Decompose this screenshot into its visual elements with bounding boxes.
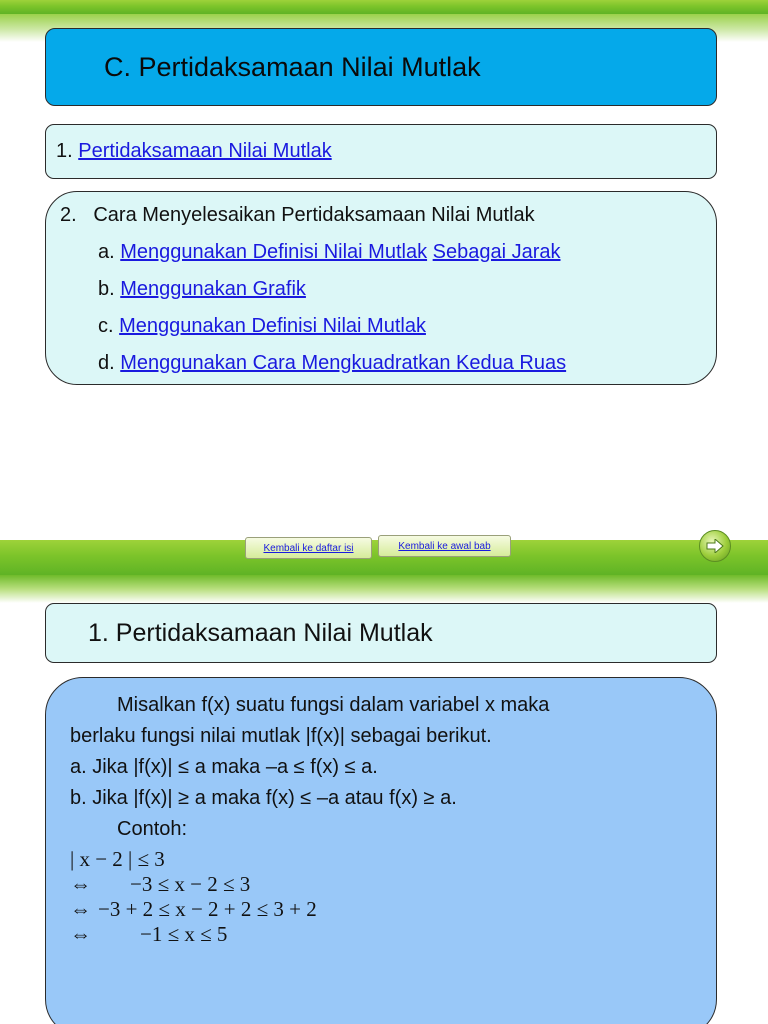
slide-title: C. Pertidaksamaan Nilai Mutlak xyxy=(104,51,481,82)
rule-b: b. Jika |f(x)| ≥ a maka f(x) ≤ –a atau f(x) ≥ a. xyxy=(70,787,457,809)
toc-item-1-link[interactable]: Pertidaksamaan Nilai Mutlak xyxy=(78,140,332,162)
equivalence-symbol: ⇔ xyxy=(70,922,91,946)
equivalence-symbol: ⇔ xyxy=(70,897,91,921)
math-line-3-text: −3 + 2 ≤ x − 2 + 2 ≤ 3 + 2 xyxy=(98,897,317,921)
slide-title-box xyxy=(45,28,717,106)
toc-subitem-b xyxy=(60,276,716,313)
back-to-toc-button[interactable]: Kembali ke daftar isi xyxy=(245,537,372,559)
back-to-chapter-button[interactable]: Kembali ke awal bab xyxy=(378,535,511,557)
next-slide-button[interactable] xyxy=(699,530,731,562)
example-math xyxy=(70,847,716,947)
toc-subitem-a xyxy=(60,239,716,276)
rule-a: a. Jika |f(x)| ≤ a maka –a ≤ f(x) ≤ a. xyxy=(70,756,378,778)
toc-subitem-c-link[interactable]: Menggunakan Definisi Nilai Mutlak xyxy=(119,315,426,337)
math-line-1-text: | x − 2 | ≤ 3 xyxy=(70,847,165,871)
arrow-right-icon xyxy=(706,539,724,553)
paragraph-line-2: berlaku fungsi nilai mutlak |f(x)| sebagai berikut. xyxy=(70,725,492,747)
toc-subitem-b-link[interactable]: Menggunakan Grafik xyxy=(120,278,306,300)
toc-item-2-heading: 2. Cara Menyelesaikan Pertidaksamaan Nilai Mutlak xyxy=(60,204,535,226)
example-label: Contoh: xyxy=(117,818,188,840)
toc-item-1 xyxy=(45,124,717,179)
toc-subitem-c xyxy=(60,313,716,350)
math-line-2 xyxy=(70,872,716,897)
toc-item-1-number: 1. xyxy=(56,140,73,162)
toc-subitem-a-link[interactable]: Menggunakan Definisi Nilai Mutlak xyxy=(120,241,428,263)
toc-subitem-d-prefix: d. xyxy=(98,352,115,374)
toc-subitem-d xyxy=(60,350,716,387)
section-heading: 1. Pertidaksamaan Nilai Mutlak xyxy=(88,618,433,647)
math-line-4 xyxy=(70,922,716,947)
toc-subitem-b-prefix: b. xyxy=(98,278,115,300)
math-line-4-text: −1 ≤ x ≤ 5 xyxy=(140,922,228,946)
math-line-2-text: −3 ≤ x − 2 ≤ 3 xyxy=(130,872,251,896)
equivalence-symbol: ⇔ xyxy=(70,872,91,896)
math-line-3 xyxy=(70,897,716,922)
content-panel xyxy=(45,677,717,1024)
math-line-1 xyxy=(70,847,716,872)
toc-subitem-d-link[interactable]: Menggunakan Cara Mengkuadratkan Kedua Ruas xyxy=(120,352,567,374)
section-heading-box xyxy=(45,603,717,663)
toc-subitem-a-prefix: a. xyxy=(98,241,115,263)
toc-subitem-c-prefix: c. xyxy=(98,315,114,337)
slide2-green-fade xyxy=(0,575,768,603)
toc-subitem-a-link2[interactable]: Sebagai Jarak xyxy=(432,241,561,263)
paragraph-line-1: Misalkan f(x) suatu fungsi dalam variabel x maka xyxy=(117,694,550,716)
toc-item-2 xyxy=(45,191,717,385)
top-green-bar xyxy=(0,0,768,14)
